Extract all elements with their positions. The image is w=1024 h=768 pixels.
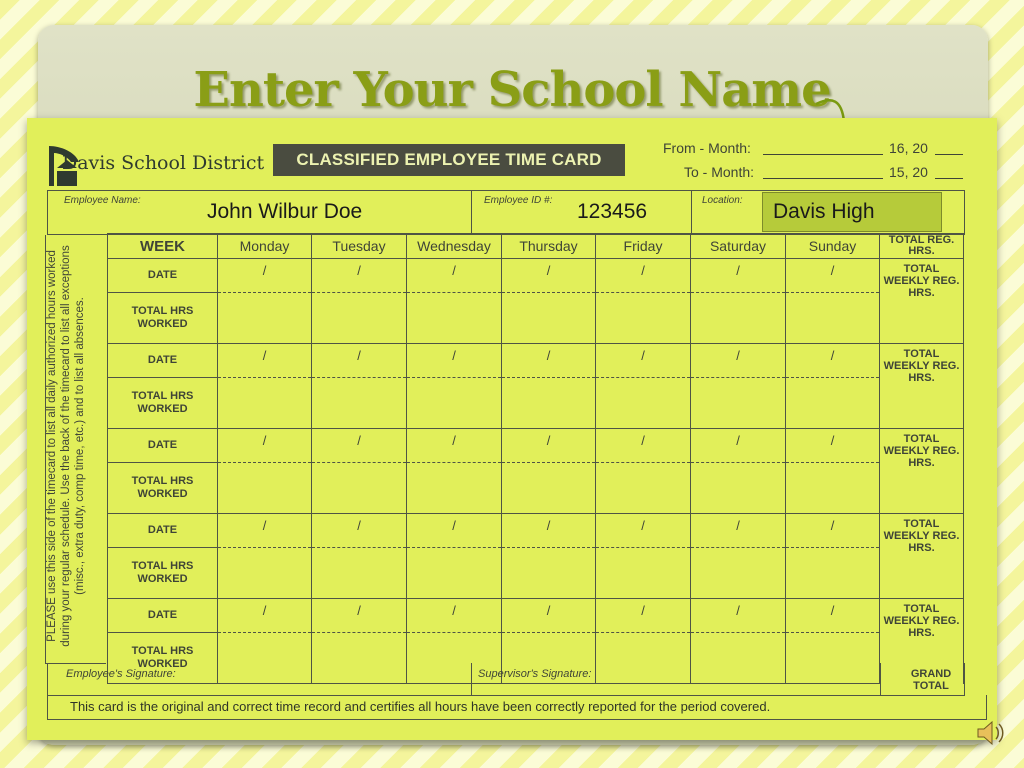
day-header-friday: Friday — [596, 234, 691, 259]
date-cell[interactable]: / — [596, 599, 691, 633]
hours-cell[interactable] — [502, 463, 596, 514]
date-cell[interactable]: / — [691, 599, 786, 633]
total-reg-hrs-header: TOTAL REG. HRS. — [880, 234, 964, 259]
total-weekly-reg-hrs: TOTAL WEEKLY REG. HRS. — [880, 514, 964, 599]
grand-total-label: GRAND TOTAL — [910, 668, 952, 692]
hours-row — [108, 378, 964, 429]
date-cell[interactable]: / — [691, 514, 786, 548]
hours-cell[interactable] — [691, 548, 786, 599]
to-month-label: To - Month: — [684, 164, 755, 180]
date-row — [108, 259, 964, 293]
date-cell[interactable]: / — [407, 429, 502, 463]
total-hrs-worked-label: TOTAL HRS WORKED — [108, 463, 218, 514]
date-cell[interactable]: / — [218, 344, 312, 378]
date-cell[interactable]: / — [786, 344, 880, 378]
date-row — [108, 514, 964, 548]
hours-cell[interactable] — [786, 293, 880, 344]
day-header-wednesday: Wednesday — [407, 234, 502, 259]
day-header-tuesday: Tuesday — [312, 234, 407, 259]
employee-signature-label: Employee's Signature: — [66, 668, 176, 680]
hours-cell[interactable] — [218, 548, 312, 599]
hours-cell[interactable] — [596, 463, 691, 514]
hours-cell[interactable] — [407, 293, 502, 344]
header-row — [108, 234, 964, 259]
date-cell[interactable]: / — [786, 259, 880, 293]
hours-cell[interactable] — [596, 293, 691, 344]
hours-cell[interactable] — [218, 463, 312, 514]
date-cell[interactable]: / — [786, 599, 880, 633]
employee-id-value[interactable]: 123456 — [577, 200, 648, 223]
hours-cell[interactable] — [407, 463, 502, 514]
date-cell[interactable]: / — [691, 429, 786, 463]
hours-cell[interactable] — [407, 548, 502, 599]
side-note-text: PLEASE use this side of the timecard to list all daily authorized hours worked during your regular schedule. Use the back of the timecard to list all exceptions (misc., extra duty, comp time, etc.) and to list all absences. — [46, 245, 86, 647]
hours-row — [108, 293, 964, 344]
date-cell[interactable]: / — [502, 344, 596, 378]
from-month-value: 16, 20 — [889, 140, 928, 156]
from-month-label: From - Month: — [663, 140, 751, 156]
hours-row — [108, 463, 964, 514]
card-title: CLASSIFIED EMPLOYEE TIME CARD — [273, 144, 625, 176]
date-cell[interactable]: / — [407, 259, 502, 293]
date-cell[interactable]: / — [596, 514, 691, 548]
day-header-saturday: Saturday — [691, 234, 786, 259]
employee-name-label: Employee Name: — [64, 195, 141, 206]
total-hrs-worked-label: TOTAL HRS WORKED — [108, 548, 218, 599]
date-label: DATE — [108, 514, 218, 548]
employee-name-value[interactable]: John Wilbur Doe — [207, 200, 363, 223]
date-cell[interactable]: / — [218, 259, 312, 293]
total-weekly-reg-hrs: TOTAL WEEKLY REG. HRS. — [880, 344, 964, 429]
total-hrs-worked-label: TOTAL HRS WORKED — [108, 293, 218, 344]
date-cell[interactable]: / — [596, 344, 691, 378]
date-cell[interactable]: / — [218, 514, 312, 548]
hours-cell[interactable] — [786, 548, 880, 599]
signature-row — [47, 663, 965, 696]
hours-cell[interactable] — [786, 378, 880, 429]
district-name: Davis School District — [62, 152, 265, 174]
date-cell[interactable]: / — [312, 599, 407, 633]
hours-cell[interactable] — [691, 463, 786, 514]
date-cell[interactable]: / — [502, 599, 596, 633]
date-row — [108, 429, 964, 463]
hours-cell[interactable] — [312, 293, 407, 344]
date-label: DATE — [108, 344, 218, 378]
slide-title: Enter Your School Name — [193, 62, 831, 118]
hours-grid — [107, 233, 964, 684]
employee-id-label: Employee ID #: — [484, 195, 553, 206]
date-cell[interactable]: / — [218, 599, 312, 633]
from-year-line — [935, 154, 963, 155]
signature-divider — [880, 663, 881, 695]
total-weekly-reg-hrs: TOTAL WEEKLY REG. HRS. — [880, 599, 964, 684]
hours-cell[interactable] — [786, 463, 880, 514]
speaker-icon[interactable] — [974, 716, 1008, 750]
date-cell[interactable]: / — [691, 344, 786, 378]
date-cell[interactable]: / — [502, 259, 596, 293]
hours-cell[interactable] — [218, 293, 312, 344]
hours-row — [108, 548, 964, 599]
date-label: DATE — [108, 259, 218, 293]
hours-cell[interactable] — [407, 378, 502, 429]
date-row — [108, 599, 964, 633]
day-header-sunday: Sunday — [786, 234, 880, 259]
hours-cell[interactable] — [502, 548, 596, 599]
total-hrs-worked-label: TOTAL HRS WORKED — [108, 633, 218, 684]
date-cell[interactable]: / — [312, 259, 407, 293]
hours-cell[interactable] — [502, 293, 596, 344]
date-row — [108, 344, 964, 378]
hours-cell[interactable] — [691, 293, 786, 344]
hours-cell[interactable] — [312, 378, 407, 429]
info-divider — [691, 191, 692, 234]
total-weekly-reg-hrs: TOTAL WEEKLY REG. HRS. — [880, 259, 964, 344]
date-cell[interactable]: / — [691, 259, 786, 293]
hours-cell[interactable] — [312, 463, 407, 514]
total-weekly-reg-hrs: TOTAL WEEKLY REG. HRS. — [880, 429, 964, 514]
date-cell[interactable]: / — [312, 429, 407, 463]
day-header-thursday: Thursday — [502, 234, 596, 259]
from-month-line — [763, 154, 883, 155]
week-header: WEEK — [108, 234, 218, 259]
hours-cell[interactable] — [312, 548, 407, 599]
date-cell[interactable]: / — [596, 429, 691, 463]
date-cell[interactable]: / — [502, 514, 596, 548]
date-cell[interactable]: / — [407, 514, 502, 548]
hours-cell[interactable] — [218, 378, 312, 429]
date-cell[interactable]: / — [407, 599, 502, 633]
date-cell[interactable]: / — [312, 344, 407, 378]
total-hrs-worked-label: TOTAL HRS WORKED — [108, 378, 218, 429]
date-cell[interactable]: / — [786, 514, 880, 548]
date-cell[interactable]: / — [502, 429, 596, 463]
date-label: DATE — [108, 599, 218, 633]
hours-cell[interactable] — [596, 378, 691, 429]
location-label: Location: — [702, 195, 743, 206]
hours-cell[interactable] — [502, 378, 596, 429]
to-month-value: 15, 20 — [889, 164, 928, 180]
to-month-line — [763, 178, 883, 179]
date-cell[interactable]: / — [596, 259, 691, 293]
to-year-line — [935, 178, 963, 179]
location-value[interactable]: Davis High — [762, 192, 942, 232]
date-cell[interactable]: / — [786, 429, 880, 463]
date-cell[interactable]: / — [312, 514, 407, 548]
certification-text: This card is the original and correct time record and certifies all hours have been correctly reported for the period covered. — [47, 695, 987, 720]
supervisor-signature-label: Supervisor's Signature: — [478, 668, 592, 680]
signature-divider — [471, 663, 472, 695]
date-cell[interactable]: / — [218, 429, 312, 463]
hours-cell[interactable] — [691, 378, 786, 429]
day-header-monday: Monday — [218, 234, 312, 259]
date-cell[interactable]: / — [407, 344, 502, 378]
side-note-box — [45, 235, 106, 664]
info-divider — [471, 191, 472, 234]
hours-cell[interactable] — [596, 548, 691, 599]
date-label: DATE — [108, 429, 218, 463]
time-card — [27, 118, 997, 740]
